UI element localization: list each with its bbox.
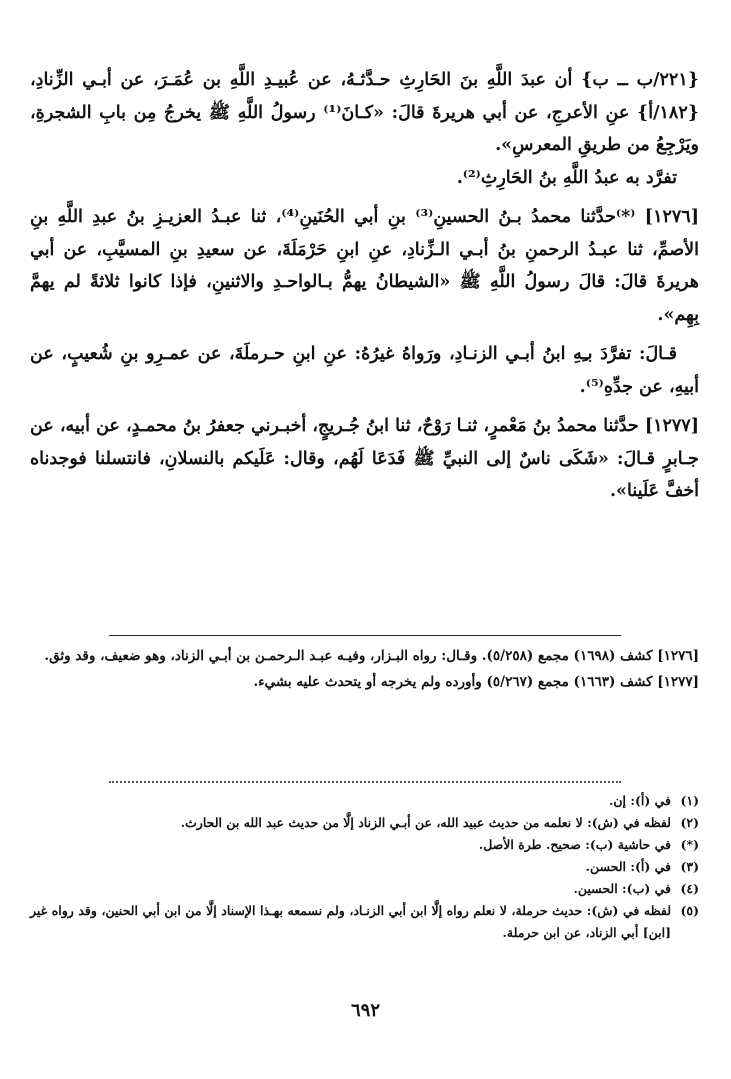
footnotes-block	[30, 790, 699, 944]
page-number: ٦٩٢	[350, 1000, 380, 1021]
footnote-number: (١)	[680, 793, 699, 808]
paragraph-hadith-1276-comment: قـالَ: تفرَّدَ بـِهِ ابنُ أبـي الزنـادِ، ورَواهُ غيرُهُ: عنِ ابنِ حـرملَةَ، عن عمـرِو بنِ شُعيبٍ، عن أبيهِ، عن جدِّهِ⁽⁵⁾.	[30, 344, 699, 397]
footnote-item	[30, 856, 699, 878]
footnote-text: لفظه في (ش): لا نعلمه من حديث عبيد الله، عن أبـي الزناد إلَّا من حديث عبد الله بن الحارث.	[180, 815, 671, 830]
footnote-item	[30, 790, 699, 812]
footnotes-separator	[109, 781, 621, 783]
footnote-item	[30, 878, 699, 900]
footnote-text: في (أ): الحسن.	[585, 859, 671, 874]
footnote-number: (*)	[680, 837, 699, 852]
footnote-number: (٢)	[680, 815, 699, 830]
paragraph-tafarrud-note: تفرَّد به عبدُ اللَّهِ بنُ الحَارِثِ⁽²⁾.	[456, 167, 677, 188]
footnote-text: لفظه في (ش): حديث حرملة، لا نعلم رواه إلَّا ابن أبي الزنـاد، ولم نسمعه بهـذا الإسناد إلَّا من ابن أبي الحنين، وقد رواه غير [ابن] أبي الزناد، عن ابن حرملة.	[30, 903, 671, 940]
reference-1277: [١٢٧٧] كشف (١٦٦٣) مجمع (٥/٢٦٧) وأورده ولم يخرجه أو يتحدث عليه بشيء.	[253, 674, 699, 690]
footnote-text: في حاشية (ب): صحيح. طرة الأصل.	[478, 837, 671, 852]
footnote-item	[30, 812, 699, 834]
footnote-number: (٤)	[680, 881, 699, 896]
footnote-number: (٣)	[680, 859, 699, 874]
reference-1276: [١٢٧٦] كشف (١٦٩٨) مجمع (٥/٢٥٨). وقـال: رواه البـزار، وفيـه عبـد الـرحمـن بن أبـي الزناد، وهو ضعيف، وقد وثق.	[44, 648, 699, 664]
footnote-item	[30, 900, 699, 944]
footnote-item	[30, 834, 699, 856]
paragraph-hadith-1276: [١٢٧٦] ⁽*⁾حدَّثنا محمدُ بـنُ الحسينِ⁽³⁾ بنِ أبي الحُنَينِ⁽⁴⁾، ثنا عبـدُ العزيـزِ بنُ عبدِ اللَّهِ بنِ الأصمِّ، ثنا عبـدُ الرحمنِ بنُ أبـي الـزِّنادِ، عنِ ابنِ حَرْمَلَةَ، عن سعيدِ بنِ المسيَّبِ، عن أبي هريرةَ قالَ: قالَ رسولُ اللَّهِ ﷺ «الشيطانُ يهمُّ بـالواحـدِ والاثنينِ، فإذا كانوا ثلاثةً لم يهمَّ بِهِم».	[30, 207, 699, 325]
references-block	[30, 644, 699, 696]
paragraph-hadith-1277: [١٢٧٧] حدَّثنا محمدُ بنُ مَعْمرٍ، ثنـا رَوْحٌ، ثنا ابنُ جُـريجٍ، أخبـرني جعفرُ بنُ محمـدٍ، عن أبيه، عن جـابرٍ قـالَ: «شَكَى ناسٌ إلى النبيِّ ﷺ فَدَعَا لَهُم، وقال: عَلَيكم بالنسلانِ، فانتسلنا فوجدناه أخفَّ عَلَينا».	[30, 416, 699, 501]
references-separator	[109, 635, 621, 636]
footnote-text: في (أ): إن.	[608, 793, 671, 808]
footnote-number: (٥)	[680, 903, 699, 918]
main-text	[30, 64, 699, 508]
footnote-text: في (ب): الحسين.	[573, 881, 671, 896]
paragraph-hadith-continuation: {٢٢١/ب ــ ب} أن عبدَ اللَّهِ بنَ الحَارِثِ حـدَّثـهُ، عن عُبيـدِ اللَّهِ بن عُمَـرَ، عن أبـي الزِّنادِ، {١٨٢/أ} عنِ الأعرجِ، عن أبي هريرةَ قالَ: «كـانَ⁽¹⁾ رسولُ اللَّهِ ﷺ يخرجُ مِن بابِ الشجرةِ، ويَرْجِعُ من طريقِ المعرسِ».	[30, 70, 699, 155]
